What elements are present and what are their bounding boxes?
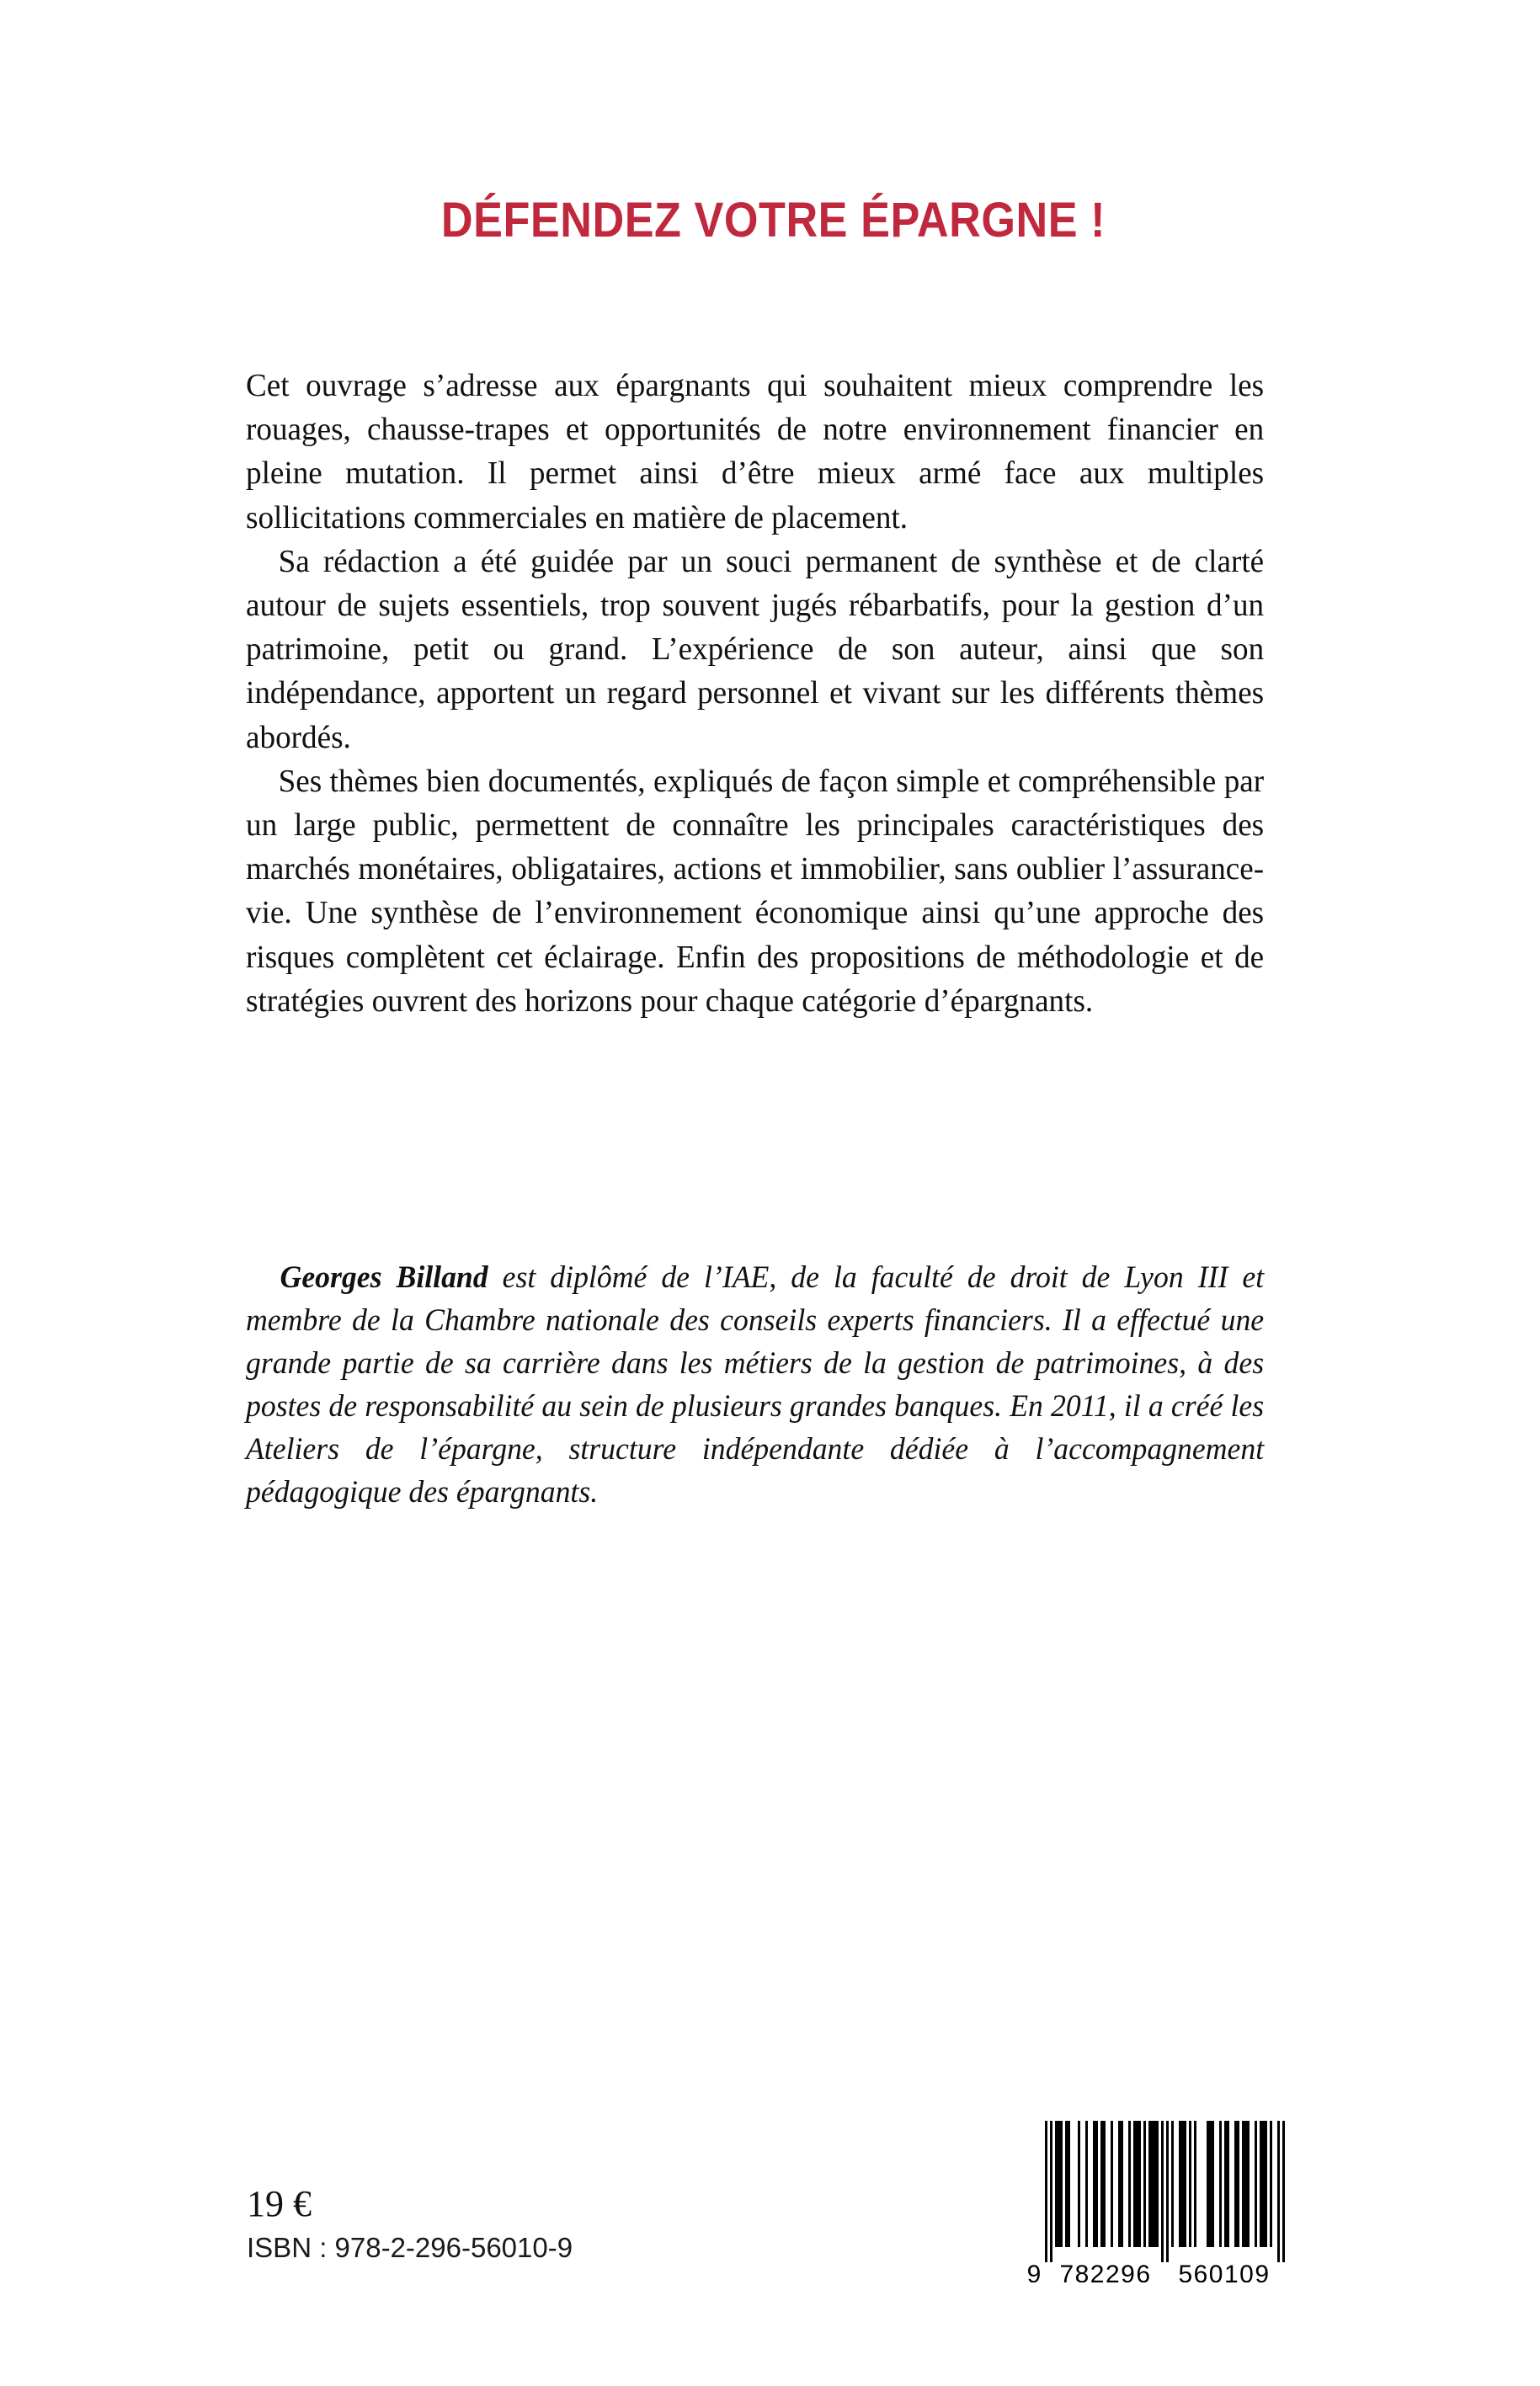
svg-text:560109: 560109 — [1178, 2261, 1271, 2282]
blurb-text-block — [246, 364, 1301, 1023]
author-bio-paragraph — [246, 1256, 1264, 1514]
isbn-label: ISBN : 978-2-296-56010-9 — [247, 2232, 573, 2263]
page-title: DÉFENDEZ VOTRE ÉPARGNE ! — [440, 193, 1106, 248]
barcode-block — [1020, 2114, 1314, 2282]
blurb-paragraph: Cet ouvrage s’adresse aux épargnants qui souhaitent mieux comprendre les rouages, chausse-trapes et opportunités de notre environnement financier en pleine mutation. Il permet ainsi d’être mieux armé face aux multiples sollicitations commerciales en matière de placement. — [246, 368, 1265, 535]
svg-text:9: 9 — [1026, 2261, 1042, 2282]
title-block — [246, 195, 1301, 247]
author-bio-text: est diplômé de l’IAE, de la faculté de droit de Lyon III et membre de la Chambre nationale des conseils experts financiers. Il a effectué une grande partie de sa carrière dans les métiers de la gestion de patrimoines, à des postes de responsabilité au sein de plusieurs grandes banques. En 2011, il a créé les Ateliers de l’épargne, structure indépendante dédiée à l’accompagnement pédagogique des épargnants. — [246, 1260, 1265, 1510]
footer-left-block — [247, 2182, 573, 2265]
svg-text:782296: 782296 — [1059, 2261, 1152, 2282]
author-name: Georges Billand — [280, 1260, 488, 1295]
blurb-paragraph: Ses thèmes bien documentés, expliqués de façon simple et compréhensible par un large public, permettent de connaître les principales caractéristiques des marchés monétaires, obligataires, actions et immobilier, sans oublier l’assurance-vie. Une synthèse de l’environnement économique ainsi qu’une approche des risques complètent cet éclairage. Enfin des propositions de méthodologie et de stratégies ouvrent des horizons pour chaque catégorie d’épargnants. — [246, 763, 1265, 1019]
price-label: 19 € — [247, 2183, 312, 2224]
ean13-barcode-image — [1020, 2114, 1314, 2282]
blurb-paragraph: Sa rédaction a été guidée par un souci permanent de synthèse et de clarté autour de sujets essentiels, trop souvent jugés rébarbatifs, pour la gestion d’un patrimoine, petit ou grand. L’expérience de son auteur, ainsi que son indépendance, apportent un regard personnel et vivant sur les différents thèmes abordés. — [246, 543, 1265, 755]
author-bio-block — [246, 1256, 1301, 1514]
